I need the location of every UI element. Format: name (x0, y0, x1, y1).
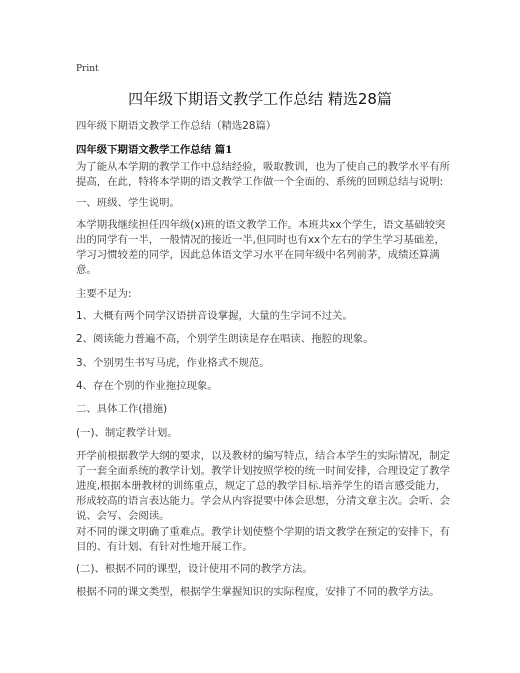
paragraph-shortcomings-label: 主要不足为: (76, 288, 132, 300)
paragraph-heading-work: 二、具体工作(措施) (76, 403, 168, 415)
paragraph-item-2: 2、阅读能力普遍不高，个别学生朗读是存在唱读、拖腔的现象。 (76, 333, 374, 345)
paragraph-heading-methods: (二)、根据不同的课型，设计使用不同的教学方法。 (76, 563, 313, 575)
paragraph-item-1: 1、大概有两个同学汉语拼音设掌握，大量的生字词不过关。 (76, 310, 353, 322)
paragraph-intro: 为了能从本学期的教学工作中总结经验，吸取教训，也为了使自己的教学水平有所提高，在此，特将本学期的语文教学工作做一个全面的、系统的回顾总结与说明: (76, 161, 451, 188)
print-label[interactable]: Print (76, 64, 99, 74)
paragraph-heading-plan: (一)、制定教学计划。 (76, 427, 178, 439)
paragraph-plan-desc: 开学前根据教学大纲的要求，以及教材的编写特点，结合本学生的实际情况，制定了一套全面系统的教学计划。教学计划按照学校的统一时间安排，合理设定了教学进度,根据本册教材的训练重点，规定了总的教学目标.培养学生的语言感受能力，形成较高的语言表达能力。学会从内容提要中体会思想，分清文章主次。会听、会说、会写、会阅读。 (76, 450, 451, 522)
paragraph-heading-class: 一、班级、学生说明。 (76, 197, 180, 209)
paragraph-methods-desc: 根据不同的课文类型，根据学生掌握知识的实际程度，安排了不同的教学方法。 (76, 586, 440, 598)
document-title: 四年级下期语文教学工作总结 精选28篇 (128, 90, 392, 108)
paragraph-class-desc: 本学期我继续担任四年级(x)班的语文教学工作。本班共xx个学生，语文基础较突出的同学有一半，一般情况的接近一半,但同时也有xx个左右的学生学习基础差，学习习惯较差的同学，因此总体语文学习水平在同年级中名列前茅，成绩还算满意。 (76, 219, 446, 276)
paragraph-item-3: 3、个别男生书写马虎，作业格式不规范。 (76, 357, 270, 369)
paragraph-plan-goals: 对不同的课文明确了重难点。教学计划使整个学期的语文教学在预定的安排下，有目的、有计划、有针对性地开展工作。 (76, 526, 451, 553)
section-heading: 四年级下期语文教学工作总结 篇1 (76, 144, 233, 156)
paragraph-item-4: 4、存在个别的作业拖拉现象。 (76, 380, 218, 392)
document-subtitle: 四年级下期语文教学工作总结（精选28篇） (76, 120, 277, 132)
